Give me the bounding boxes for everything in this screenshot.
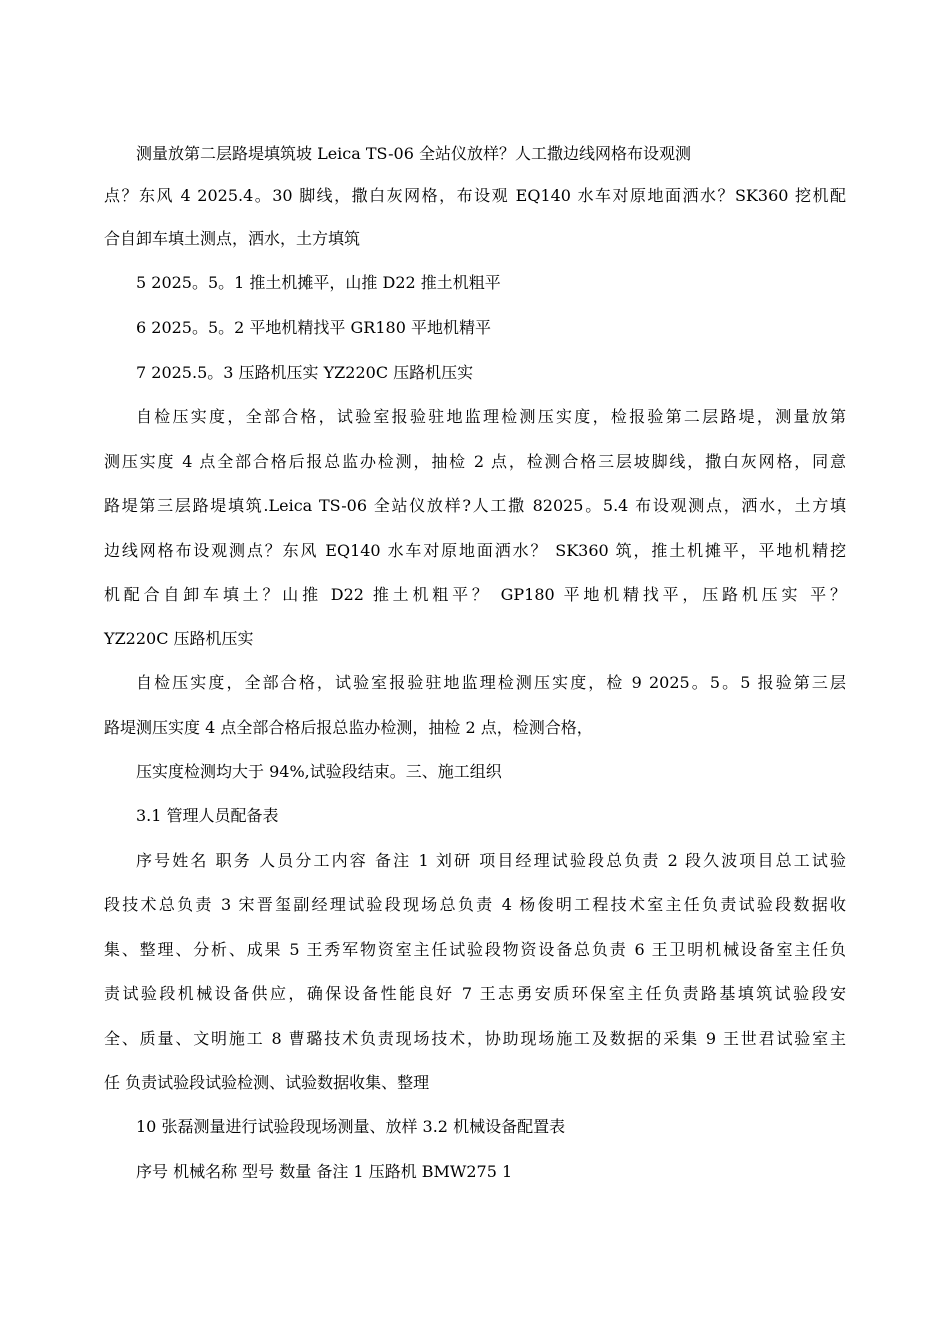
paragraph-line: 自检压实度，全部合格，试验室报验驻地监理检测压实度，检 9 2025。5。5 报验第三层 bbox=[136, 673, 846, 692]
paragraph-line: 边线网格布设观测点？东风 EQ140 水车对原地面洒水？ SK360 筑，推土机摊平，平地机精挖 bbox=[104, 541, 846, 560]
paragraph-line: 5 2025。5。1 推土机摊平，山推 D22 推土机粗平 bbox=[136, 273, 501, 292]
paragraph-line: 合自卸车填土测点，洒水，土方填筑 bbox=[104, 229, 361, 248]
paragraph-line: 7 2025.5。3 压路机压实 YZ220C 压路机压实 bbox=[136, 363, 474, 382]
paragraph-line: 序号 机械名称 型号 数量 备注 1 压路机 BMW275 1 bbox=[136, 1162, 513, 1181]
paragraph-line: 自检压实度，全部合格，试验室报验驻地监理检测压实度，检报验第二层路堤，测量放第 bbox=[136, 407, 846, 426]
paragraph-line: 责试验段机械设备供应，确保设备性能良好 7 王志勇安质环保室主任负责路基填筑试验段安 bbox=[104, 984, 846, 1003]
paragraph-line: 机配合自卸车填土？山推 D22 推土机粗平？ GP180 平地机精找平，压路机压实 平？ bbox=[104, 585, 846, 604]
paragraph-line: 测量放第二层路堤填筑坡 Leica TS-06 全站仪放样？人工撒边线网格布设观测 bbox=[136, 144, 691, 163]
paragraph-line: 路堤测压实度 4 点全部合格后报总监办检测，抽检 2 点，检测合格， bbox=[104, 718, 593, 737]
paragraph-line: 10 张磊测量进行试验段现场测量、放样 3.2 机械设备配置表 bbox=[136, 1117, 566, 1136]
paragraph-line: 压实度检测均大于 94%,试验段结束。三、施工组织 bbox=[136, 762, 502, 781]
paragraph-line: 3.1 管理人员配备表 bbox=[136, 806, 279, 825]
paragraph-line: 段技术总负责 3 宋晋玺副经理试验段现场总负责 4 杨俊明工程技术室主任负责试验段数据收 bbox=[104, 895, 846, 914]
paragraph-line: 路堤第三层路堤填筑.Leica TS-06 全站仪放样?人工撒 82025。5.4 布设观测点，洒水，土方填 bbox=[104, 496, 846, 515]
paragraph-line: 6 2025。5。2 平地机精找平 GR180 平地机精平 bbox=[136, 318, 491, 337]
paragraph-line: 点？东风 4 2025.4。30 脚线，撒白灰网格，布设观 EQ140 水车对原地面洒水？SK360 挖机配 bbox=[104, 186, 846, 205]
paragraph-line: 序号姓名 职务 人员分工内容 备注 1 刘研 项目经理试验段总负责 2 段久波项目总工试验 bbox=[136, 851, 846, 870]
paragraph-line: YZ220C 压路机压实 bbox=[104, 629, 254, 648]
paragraph-line: 任 负责试验段试验检测、试验数据收集、整理 bbox=[104, 1073, 430, 1092]
paragraph-line: 测压实度 4 点全部合格后报总监办检测，抽检 2 点，检测合格三层坡脚线，撒白灰网格，同意 bbox=[104, 452, 846, 471]
paragraph-line: 全、质量、文明施工 8 曹璐技术负责现场技术，协助现场施工及数据的采集 9 王世君试验室主 bbox=[104, 1029, 846, 1048]
paragraph-line: 集、整理、分析、成果 5 王秀军物资室主任试验段物资设备总负责 6 王卫明机械设备室主任负 bbox=[104, 940, 846, 959]
